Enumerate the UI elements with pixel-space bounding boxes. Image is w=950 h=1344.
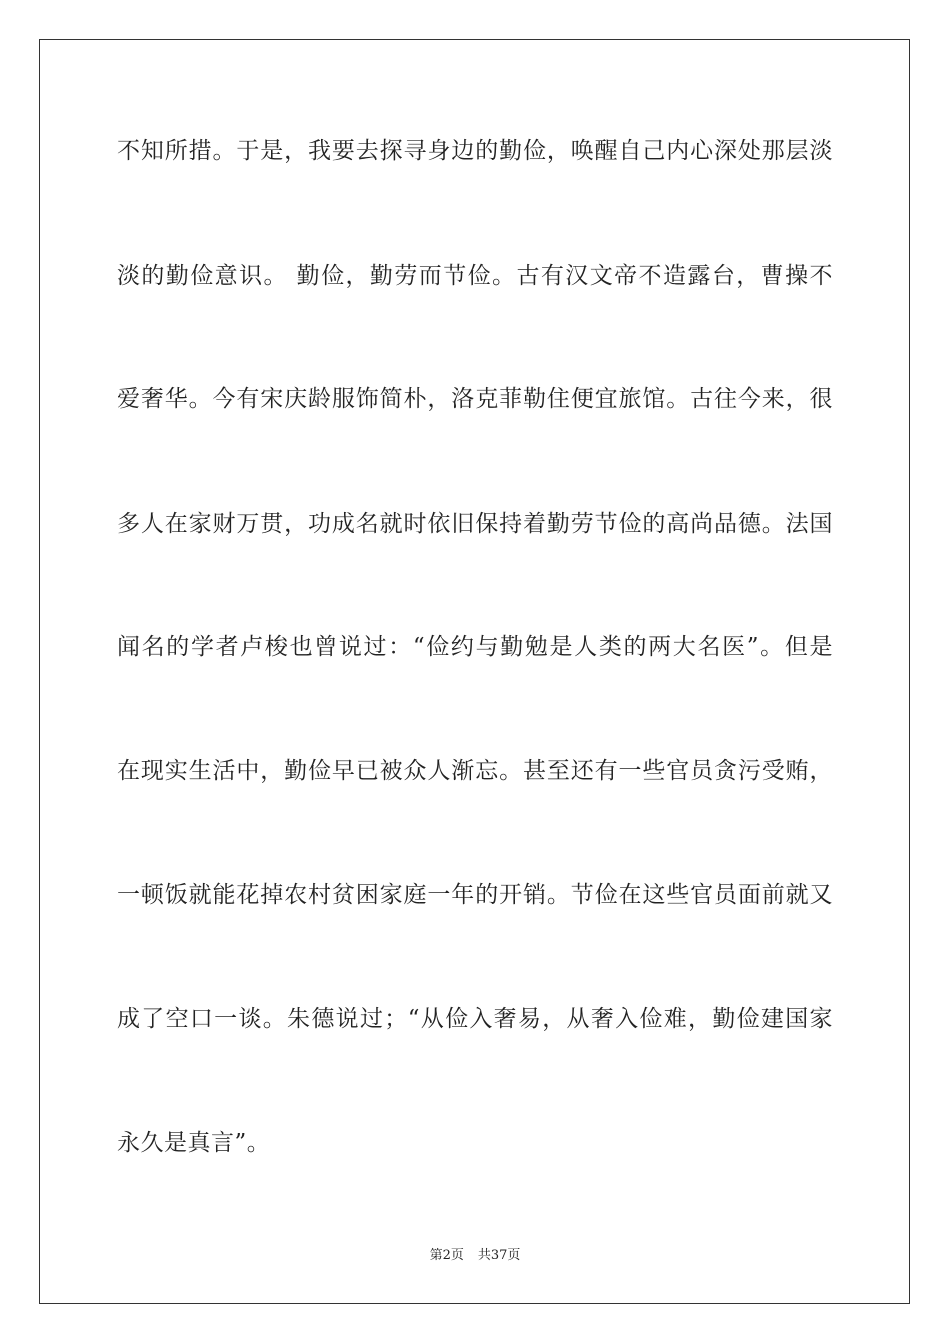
body-text-line-9: 永久是真言”。 (117, 1130, 271, 1156)
body-text-line-6: 在现实生活中，勤俭早已被众人渐忘。甚至还有一些官员贪污受贿， (117, 758, 833, 784)
body-text-line-2: 淡的勤俭意识。 勤俭，勤劳而节俭。古有汉文帝不造露台，曹操不 (117, 263, 833, 289)
page-footer (0, 1247, 950, 1265)
body-text-line-8: 成了空口一谈。朱德说过；“从俭入奢易，从奢入俭难，勤俭建国家 (117, 1006, 833, 1032)
body-text-line-4: 多人在家财万贯，功成名就时依旧保持着勤劳节俭的高尚品德。法国 (117, 511, 833, 537)
body-text-line-1: 不知所措。于是，我要去探寻身边的勤俭，唤醒自己内心深处那层淡 (117, 138, 833, 164)
body-text-line-5: 闻名的学者卢梭也曾说过：“俭约与勤勉是人类的两大名医”。但是 (117, 634, 833, 660)
body-text-line-7: 一顿饭就能花掉农村贫困家庭一年的开销。节俭在这些官员面前就又 (117, 882, 833, 908)
body-text-line-3: 爱奢华。今有宋庆龄服饰简朴，洛克菲勒住便宜旅馆。古往今来，很 (117, 386, 833, 412)
page-total: 共37页 (477, 1248, 521, 1263)
page-border (39, 39, 910, 1304)
page-number: 第2页 (429, 1248, 464, 1263)
